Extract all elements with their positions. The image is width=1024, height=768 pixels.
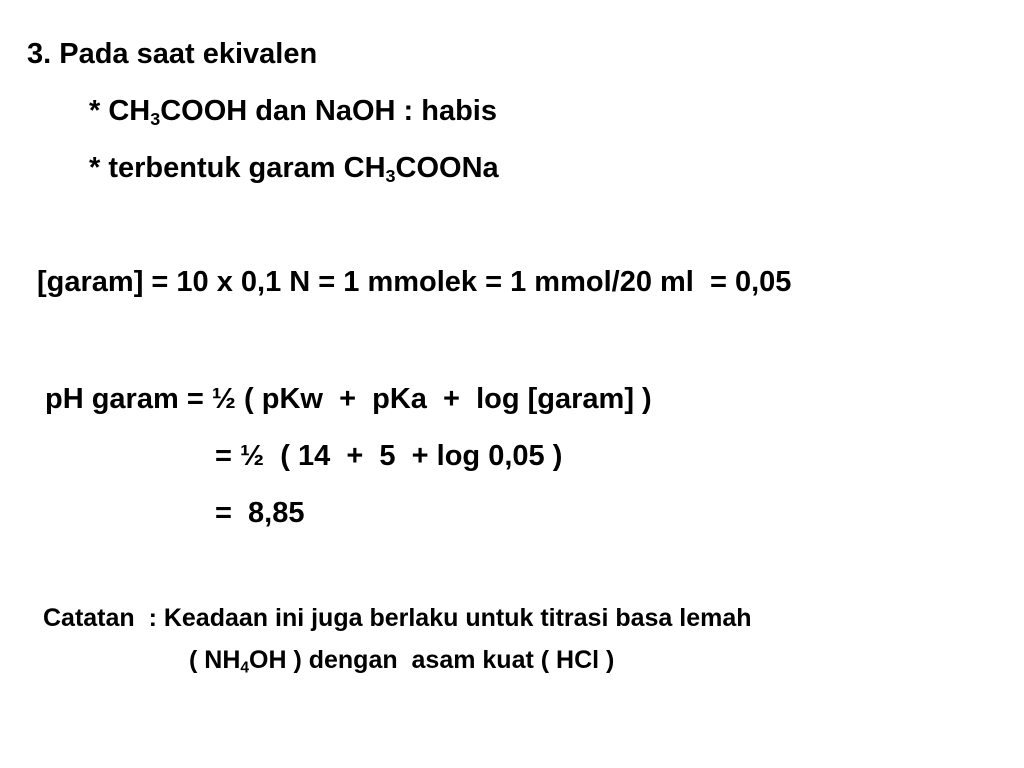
bullet-1-prefix: * CH xyxy=(89,95,151,127)
bullet-1-suffix: COOH dan NaOH : habis xyxy=(160,95,497,127)
ph-result: = 8,85 xyxy=(215,497,305,529)
note-line-2 xyxy=(189,646,615,677)
heading: 3. Pada saat ekivalen xyxy=(27,38,318,70)
ph-formula-line-1: pH garam = ½ ( pKw + pKa + log [garam] ) xyxy=(45,383,652,415)
bullet-1-subscript: 3 xyxy=(150,109,161,130)
note-line-2-suffix: OH ) dengan asam kuat ( HCl ) xyxy=(249,646,615,674)
bullet-salt-formed xyxy=(89,152,499,187)
bullet-2-prefix: * terbentuk garam CH xyxy=(89,152,386,184)
bullet-reactants-used-up xyxy=(89,95,497,130)
note-line-2-prefix: ( NH xyxy=(189,646,241,674)
bullet-2-subscript: 3 xyxy=(385,166,396,187)
note-line-1: Catatan : Keadaan ini juga berlaku untuk titrasi basa lemah xyxy=(43,604,752,632)
ph-formula-line-2: = ½ ( 14 + 5 + log 0,05 ) xyxy=(215,440,563,472)
salt-concentration-equation: [garam] = 10 x 0,1 N = 1 mmolek = 1 mmol/20 ml = 0,05 xyxy=(37,266,792,298)
note-line-2-subscript: 4 xyxy=(240,659,250,677)
bullet-2-suffix: COONa xyxy=(395,152,499,184)
